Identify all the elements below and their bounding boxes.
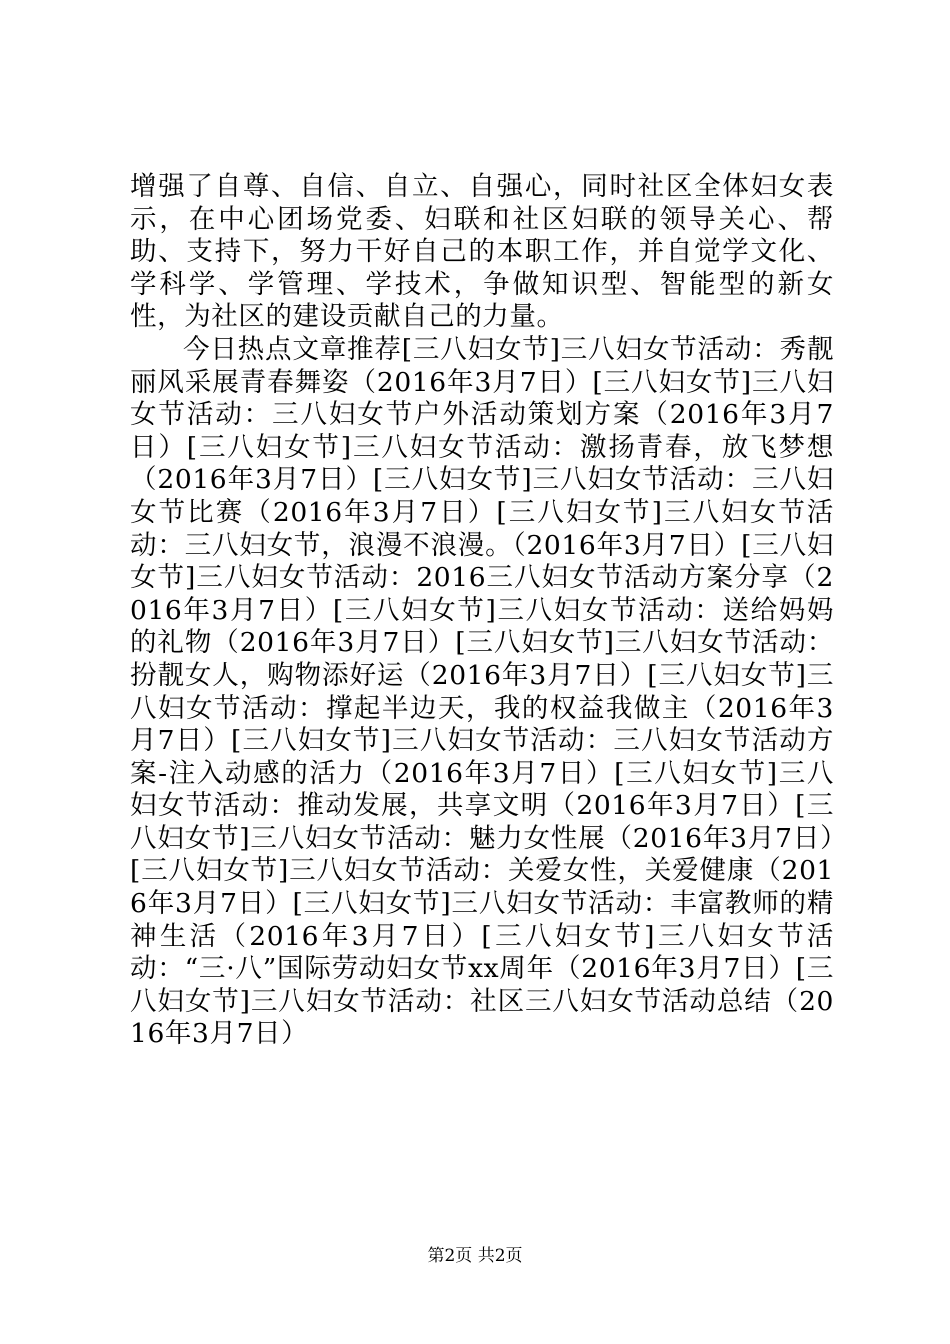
paragraph-recommended-articles: 今日热点文章推荐[三八妇女节]三八妇女节活动：秀靓丽风采展青春舞姿（2016年3月7日）[三八妇女节]三八妇女节活动：三八妇女节户外活动策划方案（2016年3月7日）[三八妇女节]三八妇女节活动：激扬青春，放飞梦想（2016年3月7日）[三八妇女节]三八妇女节活动：三八妇女节比赛（2016年3月7日）[三八妇女节]三八妇女节活动：三八妇女节，浪漫不浪漫。（2016年3月7日）[三八妇女节]三八妇女节活动：2016三八妇女节活动方案分享（2016年3月7日）[三八妇女节]三八妇女节活动：送给妈妈的礼物（2016年3月7日）[三八妇女节]三八妇女节活动：扮靓女人，购物添好运（2016年3月7日）[三八妇女节]三八妇女节活动：撑起半边天，我的权益我做主（2016年3月7日）[三八妇女节]三八妇女节活动：三八妇女节活动方案-注入动感的活力（2016年3月7日）[三八妇女节]三八妇女节活动：推动发展，共享文明（2016年3月7日）[三八妇女节]三八妇女节活动：魅力女性展（2016年3月7日）[三八妇女节]三八妇女节活动：关爱女性，关爱健康（2016年3月7日）[三八妇女节]三八妇女节活动：丰富教师的精神生活（2016年3月7日）[三八妇女节]三八妇女节活动：“三·八”国际劳动妇女节xx周年（2016年3月7日）[三八妇女节]三八妇女节活动：社区三八妇女节活动总结（2016年3月7日）	[130, 333, 834, 1050]
document-body	[130, 171, 834, 1051]
paragraph-conclusion: 增强了自尊、自信、自立、自强心，同时社区全体妇女表示，在中心团场党委、妇联和社区妇联的领导关心、帮助、支持下，努力干好自己的本职工作，并自觉学文化、学科学、学管理、学技术，争做知识型、智能型的新女性，为社区的建设贡献自己的力量。	[130, 171, 834, 333]
page-number-footer: 第2页 共2页	[427, 1246, 523, 1266]
